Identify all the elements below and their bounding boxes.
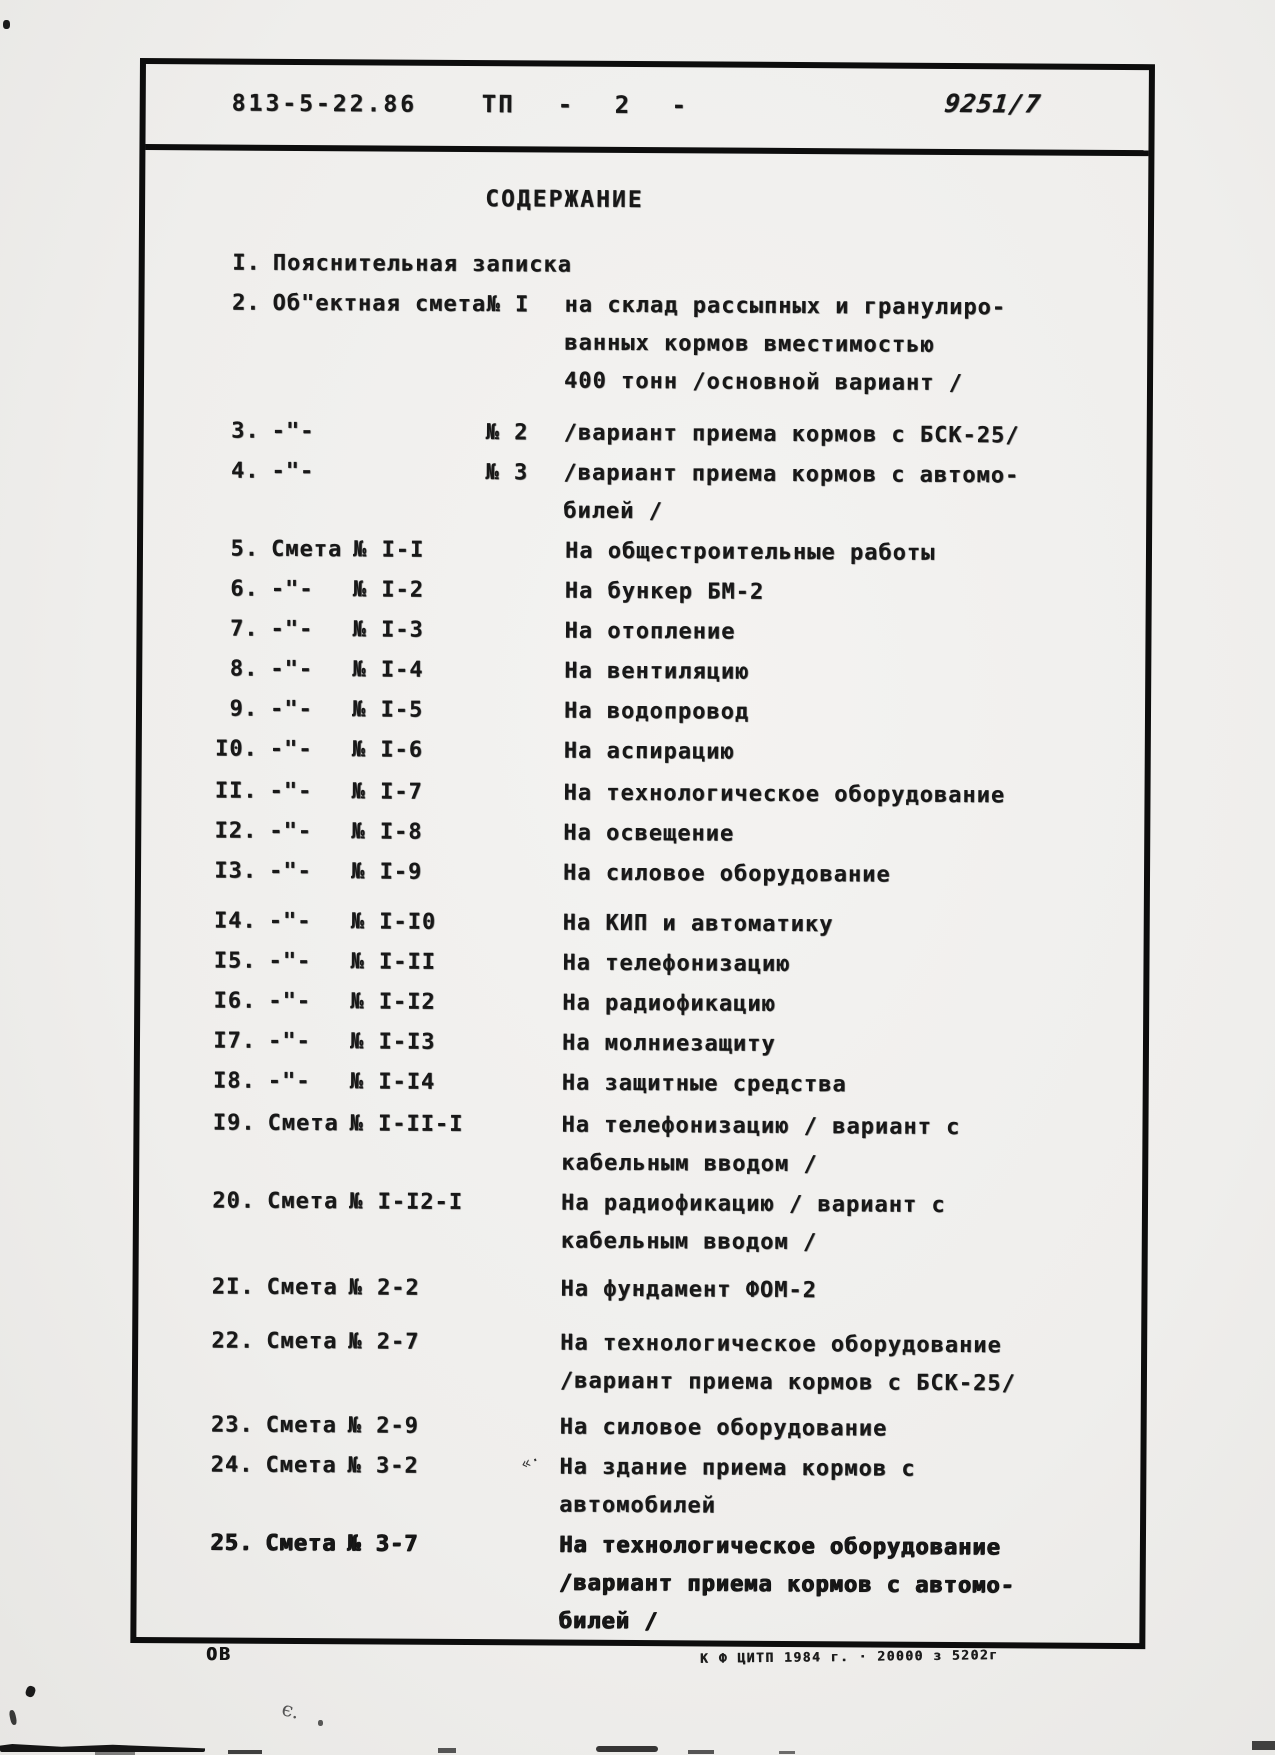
item-number: I.: [232, 250, 261, 276]
item-number: 23.: [210, 1412, 254, 1438]
toc-item: [209, 244, 1148, 288]
item-number: I4.: [213, 908, 257, 934]
toc-item: [207, 570, 1146, 614]
item-description-line: На аспирацию: [563, 738, 735, 765]
item-number: 22.: [211, 1328, 255, 1354]
item-label: -"-: [271, 458, 315, 485]
document-frame: [130, 58, 1155, 1649]
toc-item: [202, 1268, 1141, 1312]
item-description-line: ванных кормов вместимостью: [564, 330, 935, 358]
toc-item: [204, 982, 1143, 1026]
item-description: [784, 248, 1148, 250]
page-number: - 2 -: [557, 90, 688, 120]
estimate-number: № 2: [485, 420, 529, 446]
item-label: -"-: [268, 948, 312, 975]
item-description: [561, 1185, 1142, 1265]
toc-item: [204, 1022, 1143, 1066]
item-number: 24.: [210, 1452, 254, 1478]
item-description-line: На молниезащиту: [561, 1030, 776, 1057]
item-description-line: На водопровод: [563, 698, 750, 725]
item-label: -"-: [270, 576, 314, 603]
item-number: 9.: [229, 696, 259, 722]
toc-item: [207, 452, 1146, 534]
item-description: [560, 1325, 1141, 1405]
estimate-number: № I-9: [350, 859, 423, 885]
item-number: 2I.: [211, 1274, 255, 1300]
item-description: [560, 1409, 1141, 1451]
toc-item: [203, 1104, 1142, 1186]
item-description: [564, 733, 1145, 775]
item-number: I7.: [213, 1028, 257, 1054]
item-label: -"-: [270, 656, 314, 683]
item-description-line: На радиофикацию: [562, 990, 776, 1017]
estimate-number: № I-6: [351, 737, 424, 763]
toc-item: [204, 1062, 1143, 1106]
toc-item: [206, 730, 1145, 774]
item-description-line: /вариант приема кормов с БСК-25/: [563, 420, 1020, 449]
item-number: I8.: [212, 1068, 256, 1094]
estimate-number: № I-I2-I: [348, 1189, 464, 1215]
estimate-number: № 3-2: [347, 1453, 419, 1479]
title-block-header: [145, 64, 1149, 156]
item-description: [563, 905, 1144, 947]
item-number: II.: [214, 778, 258, 804]
item-description: [563, 855, 1144, 897]
estimate-number: № I-8: [351, 819, 423, 845]
item-description-line: /вариант приема кормов с автомо-: [558, 1570, 1015, 1599]
toc-item: [204, 942, 1143, 986]
item-description-line: На технологическое оборудование: [563, 780, 1006, 809]
scan-edge-smudge: [1252, 1741, 1275, 1750]
item-description-line: На технологическое оборудование: [560, 1330, 1002, 1359]
estimate-number: № 2-7: [348, 1329, 420, 1355]
toc-item: [208, 284, 1148, 404]
estimate-number: № I-I0: [350, 909, 437, 935]
item-description-line: На КИП и автоматику: [562, 910, 834, 938]
estimate-number: № I-I2: [350, 989, 436, 1015]
item-description-line: На телефонизацию: [562, 950, 791, 977]
item-description-line: На силовое оборудование: [559, 1414, 888, 1442]
item-description: [562, 1025, 1143, 1067]
item-description: [562, 1065, 1143, 1107]
item-number: I2.: [214, 818, 258, 844]
toc-item: [203, 1182, 1142, 1264]
item-description: [564, 415, 1147, 457]
inventory-number: 9251/7: [942, 88, 1043, 119]
toc-item: [206, 690, 1145, 734]
item-label: Смета: [270, 536, 343, 563]
item-description: [565, 533, 1146, 575]
item-number: 6.: [230, 576, 259, 602]
item-number: 3.: [231, 418, 260, 444]
item-label: Пояснительная записка: [272, 250, 572, 278]
estimate-number: № 2-2: [348, 1275, 420, 1301]
toc-item: [205, 902, 1144, 946]
item-description: [560, 1271, 1141, 1313]
item-label: Смета: [265, 1452, 337, 1479]
estimate-number: № I-2: [352, 577, 425, 603]
item-label: -"-: [271, 418, 315, 445]
item-description: [559, 1449, 1140, 1529]
item-label: Смета: [264, 1530, 337, 1557]
item-number: 5.: [230, 536, 260, 562]
item-description: [562, 985, 1143, 1027]
stray-mark: «·: [518, 1449, 543, 1474]
scan-edge-smudge: [228, 1750, 262, 1754]
estimate-number: № I-7: [351, 779, 423, 805]
item-description-line: автомобилей: [559, 1492, 716, 1519]
toc-item: [205, 772, 1144, 816]
item-label: -"-: [269, 778, 313, 805]
toc-item: [208, 412, 1147, 456]
item-description-line: На здание приема кормов с: [559, 1454, 916, 1482]
item-description-line: кабельным вводом /: [560, 1228, 818, 1256]
item-description: [561, 1107, 1142, 1187]
item-description-line: На телефонизацию / вариант с: [561, 1112, 961, 1141]
document-series: ТП: [481, 90, 515, 119]
estimate-number: № I-I3: [349, 1029, 436, 1055]
item-label: Смета: [266, 1328, 338, 1355]
item-description-line: На защитные средства: [561, 1070, 847, 1098]
toc-item: [205, 852, 1144, 896]
item-description: [565, 573, 1146, 615]
item-number: I3.: [214, 858, 258, 884]
item-description: [563, 455, 1146, 535]
item-description-line: На технологическое оборудование: [558, 1532, 1001, 1561]
item-label: -"-: [268, 858, 312, 885]
item-description: [563, 815, 1144, 857]
item-description: [558, 1527, 1140, 1645]
scan-speck: [318, 1720, 323, 1726]
pencil-mark: є.: [279, 1696, 303, 1724]
estimate-number: № I-3: [352, 617, 424, 643]
scan-edge-smudge: [688, 1750, 714, 1754]
estimate-number: № 3-7: [346, 1531, 419, 1557]
footer-left-mark: ОВ: [206, 1644, 232, 1665]
scan-edge-smudge: [779, 1751, 795, 1754]
toc-item: [202, 1322, 1141, 1404]
contents-title: СОДЕРЖАНИЕ: [485, 186, 644, 214]
item-label: Об"ектная смета: [272, 290, 487, 318]
estimate-number: № I: [486, 292, 530, 318]
item-number: 4.: [230, 458, 260, 484]
item-description-line: На вентиляцию: [564, 658, 750, 685]
scan-speck: [9, 1710, 18, 1726]
document-code: 813-5-22.86: [231, 90, 418, 118]
item-number: 7.: [229, 616, 259, 642]
item-description-line: /вариант приема кормов с БСК-25/: [559, 1368, 1016, 1397]
item-description-line: На общестроительные работы: [564, 538, 936, 566]
toc-item: [206, 610, 1145, 654]
scan-speck: [24, 1685, 36, 1698]
item-number: 8.: [229, 656, 259, 682]
item-description: [564, 693, 1145, 735]
estimate-number: № 2-9: [347, 1413, 419, 1439]
item-label: -"-: [267, 1028, 311, 1055]
toc-item: [206, 650, 1145, 694]
scan-edge-smudge: [0, 1744, 205, 1752]
item-description-line: На фундамент ФОМ-2: [560, 1276, 817, 1304]
item-description-line: кабельным вводом /: [561, 1150, 818, 1178]
toc-item: [202, 1406, 1141, 1450]
item-description-line: На силовое оборудование: [562, 860, 891, 888]
item-description-line: на склад рассыпных и гранулиро-: [564, 292, 1007, 321]
estimate-number: № I-II: [350, 949, 437, 975]
estimate-number: № I-I4: [349, 1069, 436, 1095]
printing-house-imprint: К Ф ЦИТП 1984 г. · 20000 з 5202г: [699, 1648, 999, 1667]
item-description: [564, 613, 1145, 655]
item-number: I6.: [213, 988, 257, 1014]
toc-item: [201, 1446, 1140, 1528]
estimate-number: № I-5: [351, 697, 424, 723]
item-description-line: На отопление: [564, 618, 736, 645]
item-description: [564, 287, 1148, 405]
item-label: Смета: [266, 1274, 338, 1301]
item-description-line: На освещение: [563, 820, 735, 847]
toc-item: [207, 530, 1146, 574]
item-label: Смета: [267, 1110, 339, 1137]
item-description-line: 400 тонн /основной вариант /: [563, 368, 963, 397]
item-number: 25.: [210, 1530, 254, 1556]
item-number: I5.: [213, 948, 257, 974]
item-label: -"-: [269, 696, 313, 723]
item-label: -"-: [268, 988, 312, 1015]
estimate-number: [572, 247, 784, 248]
item-description-line: билей /: [558, 1608, 659, 1635]
estimate-number: № I-I: [352, 537, 425, 563]
item-number: I9.: [212, 1110, 256, 1136]
item-description-line: На радиофикацию / вариант с: [560, 1190, 946, 1218]
estimate-number: № I-4: [352, 657, 424, 683]
item-description: [563, 775, 1144, 817]
toc-item: [200, 1524, 1140, 1644]
item-label: -"-: [270, 616, 314, 643]
toc-item: [205, 812, 1144, 856]
estimate-number: № I-II-I: [349, 1111, 464, 1137]
item-label: -"-: [269, 736, 313, 763]
item-label: -"-: [268, 908, 312, 935]
item-number: I0.: [214, 736, 258, 762]
item-description-line: /вариант приема кормов с автомо-: [563, 460, 1020, 489]
item-number: 2.: [231, 290, 261, 316]
page-content: [136, 150, 1148, 1644]
toc-list: [200, 244, 1147, 1644]
item-label: -"-: [269, 818, 313, 845]
estimate-number: № 3: [485, 460, 529, 486]
item-description: [562, 945, 1143, 987]
scan-speck: [3, 20, 10, 29]
item-number: 20.: [212, 1188, 256, 1214]
scan-edge-smudge: [596, 1746, 658, 1752]
scan-edge-smudge: [438, 1748, 456, 1753]
item-label: Смета: [265, 1412, 337, 1439]
item-description-line: На бункер БМ-2: [564, 578, 765, 605]
item-description-line: билей /: [563, 498, 664, 525]
item-label: -"-: [267, 1068, 311, 1095]
item-description: [564, 653, 1145, 695]
item-label: Смета: [266, 1188, 339, 1215]
